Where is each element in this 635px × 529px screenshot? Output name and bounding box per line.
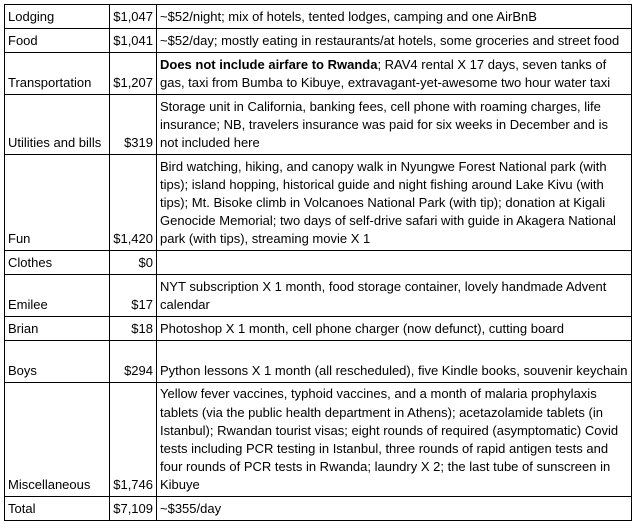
amount-cell: $1,207 xyxy=(110,53,157,95)
amount-cell: $1,047 xyxy=(110,5,157,29)
category-cell: Food xyxy=(5,29,110,53)
category-cell: Boys xyxy=(5,341,110,383)
note-cell: NYT subscription X 1 month, food storage container, lovely handmade Advent calendar xyxy=(157,275,632,317)
amount-cell: $0 xyxy=(110,251,157,275)
category-cell: Lodging xyxy=(5,5,110,29)
table-row-emilee xyxy=(5,275,632,317)
category-cell: Fun xyxy=(5,155,110,251)
note-cell: Bird watching, hiking, and canopy walk in Nyungwe Forest National park (with tips); island hopping, historical guide and night fishing around Lake Kivu (with tips); Mt. Bisoke climb in Volcanoes National Park (with tip); donation at Kigali Genocide Memorial; two days of self-drive safari with guide in Akagera National park (with tips), streaming movie X 1 xyxy=(157,155,632,251)
airfare-disclaimer: Does not include airfare to Rwanda xyxy=(160,56,378,72)
note-cell xyxy=(157,251,632,275)
amount-cell: $294 xyxy=(110,341,157,383)
amount-cell: $7,109 xyxy=(110,497,157,521)
expense-table xyxy=(4,4,632,521)
category-cell: Miscellaneous xyxy=(5,383,110,497)
amount-cell: $1,420 xyxy=(110,155,157,251)
table-row-fun xyxy=(5,155,632,251)
amount-cell: $319 xyxy=(110,95,157,155)
note-text: ; RAV4 rental X 17 days, seven tanks of gas, taxi from Bumba to Kibuye, extravagant-yet-awesome two hour water taxi xyxy=(160,56,611,90)
category-cell: Total xyxy=(5,497,110,521)
category-cell: Transportation xyxy=(5,53,110,95)
amount-cell: $1,041 xyxy=(110,29,157,53)
table-row-total xyxy=(5,497,632,521)
table-row-utilities-and-bills xyxy=(5,95,632,155)
note-cell: ~$355/day xyxy=(157,497,632,521)
note-cell: ~$52/night; mix of hotels, tented lodges, camping and one AirBnB xyxy=(157,5,632,29)
category-cell: Brian xyxy=(5,317,110,341)
note-cell: Python lessons X 1 month (all rescheduled), five Kindle books, souvenir keychain xyxy=(157,341,632,383)
note-cell: Photoshop X 1 month, cell phone charger (now defunct), cutting board xyxy=(157,317,632,341)
table-row-clothes xyxy=(5,251,632,275)
note-cell: Storage unit in California, banking fees, cell phone with roaming charges, life insurance; NB, travelers insurance was paid for six weeks in December and is not included here xyxy=(157,95,632,155)
category-cell: Clothes xyxy=(5,251,110,275)
amount-cell: $18 xyxy=(110,317,157,341)
table-row-brian xyxy=(5,317,632,341)
category-cell: Utilities and bills xyxy=(5,95,110,155)
amount-cell: $1,746 xyxy=(110,383,157,497)
note-cell: ~$52/day; mostly eating in restaurants/at hotels, some groceries and street food xyxy=(157,29,632,53)
table-row-food xyxy=(5,29,632,53)
table-row-miscellaneous xyxy=(5,383,632,497)
table-row-transportation xyxy=(5,53,632,95)
amount-cell: $17 xyxy=(110,275,157,317)
table-row-lodging xyxy=(5,5,632,29)
note-cell: Yellow fever vaccines, typhoid vaccines, and a month of malaria prophylaxis tablets (via the public health department in Athens); acetazolamide tablets (in Istanbul); Rwandan tourist visas; eight rounds of required (asymptomatic) Covid tests including PCR testing in Istanbul, three rounds of rapid antigen tests and four rounds of PCR tests in Rwanda; laundry X 2; the last tube of sunscreen in Kibuye xyxy=(157,383,632,497)
table-row-boys xyxy=(5,341,632,383)
note-cell xyxy=(157,53,632,95)
category-cell: Emilee xyxy=(5,275,110,317)
